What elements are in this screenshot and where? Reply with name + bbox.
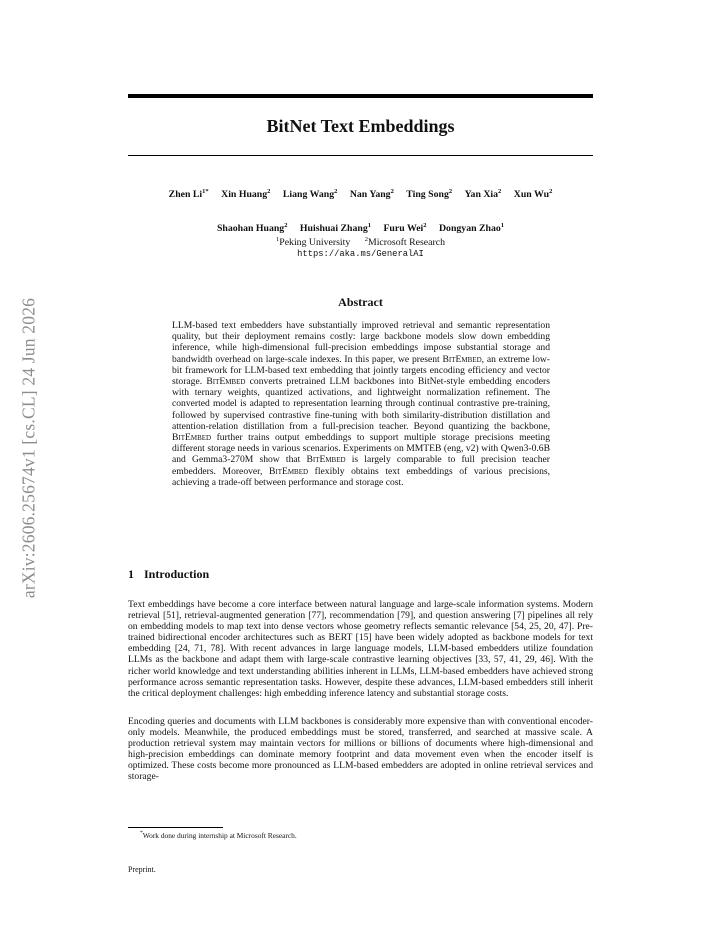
affiliation: $^1$Peking University [276,236,351,248]
author: Xun Wu$^2$ [513,188,553,200]
project-url[interactable]: https://aka.ms/GeneralAI [297,249,424,259]
abstract-heading: Abstract [338,295,383,309]
footnote-rule [128,827,223,828]
arxiv-stamp [18,262,40,634]
preprint-label: Preprint. [128,865,156,874]
footnote: *Work done during internship at Microsoft Research. [140,830,297,840]
author: Huishuai Zhang$^1$ [299,222,371,234]
method-name: BitEmbed [442,353,482,365]
intro-paragraph-2: Encoding queries and documents with LLM backbones is considerably more expensive than with conventional encoder-only models. Meanwhile, the produced embeddings must be stored, transferred, and searched at massive scale. A production retrieval system may maintain vectors for millions or billions of documents where high-dimensional and high-precision embeddings can dominate memory footprint and data movement even when the encoder itself is optimized. These costs become more pronounced as LLM-based embedders are adopted in online retrieval services and storage- [128,716,593,783]
author: Xin Huang$^2$ [221,188,271,200]
section-number: 1 [128,567,134,581]
intro-paragraph-1: Text embeddings have become a core interface between natural language and large-scale information systems. Modern retrieval [51], retrieval-augmented generation [77], recommendation [79], and question answering [7] pipelines all rely on embedding models to map text into dense vectors whose geometry reflects semantic relevance [54, 25, 20, 47]. Pre-trained bidirectional encoder architectures such as BERT [15] have been widely adopted as backbone models for text embedding [24, 71, 78]. With recent advances in large language models, LLM-based embedders utilize foundation LLMs as the backbone and adapt them with large-scale contrastive learning objectives [33, 57, 41, 29, 46]. With the richer world knowledge and text understanding abilities inherent in LLMs, LLM-based embedders have achieved strong performance across semantic representation tasks. However, despite these advances, LLM-based embedders still inherit the critical deployment challenges: high embedding inference latency and substantial storage costs. [128,599,593,699]
method-name: BitEmbed [206,376,246,388]
author: Furu Wei$^2$ [383,222,427,234]
affiliations [128,236,593,248]
title-rule-bottom [128,155,593,156]
author: Zhen $Li^{1*}$ [168,188,209,200]
method-name: BitEmbed [172,432,212,444]
method-name: BitEmbed [306,454,346,466]
method-name: BitEmbed [268,465,309,477]
author: Yan Xia$^2$ [464,188,502,200]
author: Shaohan Huang$^2$ [216,222,288,234]
author-row-2 [128,222,593,234]
affiliation: $^2$Microsoft Research [364,236,445,248]
abstract-body: LLM-based text embedders have substantially improved retrieval and semantic representation quality, but their deployment remains costly: large backbone models slow down embedding inference, while high-dimensional full-precision embeddings impose substantial storage and bandwidth overhead on large-scale indexes. In this paper, we present BitEmbed, an extreme low-bit framework for LLM-based text embedding that jointly targets encoding efficiency and vector storage. BitEmbed converts pretrained LLM backbones into BitNet-style embedding encoders with ternary weights, quantized activations, and lightweight normalization refinement. The converted model is adapted to representation learning through continual contrastive pre-training, followed by supervised contrastive fine-tuning with both similarity-distribution distillation and attention-relation distillation from a full-precision teacher. Beyond quantizing the backbone, BitEmbed further trains output embeddings to support multiple storage precisions meeting different storage needs in various scenarios. Experiments on MMTEB (eng, v2) with Qwen3-0.6B and Gemma3-270M show that BitEmbed is largely comparable to full precision teacher embedders. Moreover, BitEmbed flexibly obtains text embeddings of various precisions, achieving a trade-off between performance and storage cost. [172,320,550,488]
section-heading-introduction [128,567,209,582]
title-rule-top [128,94,593,98]
paper-title: BitNet Text Embeddings [266,116,455,136]
author: Ting Song$^2$ [406,188,453,200]
author: Nan Yang$^2$ [349,188,394,200]
section-title: Introduction [144,567,210,581]
author-row-1 [128,188,593,200]
author: Liang Wang$^2$ [282,188,338,200]
author: Dongyan Zhao$^1$ [438,222,505,234]
arxiv-stamp-text: arXiv:2606.25674v1 [cs.CL] 24 Jun 2026 [18,297,39,599]
